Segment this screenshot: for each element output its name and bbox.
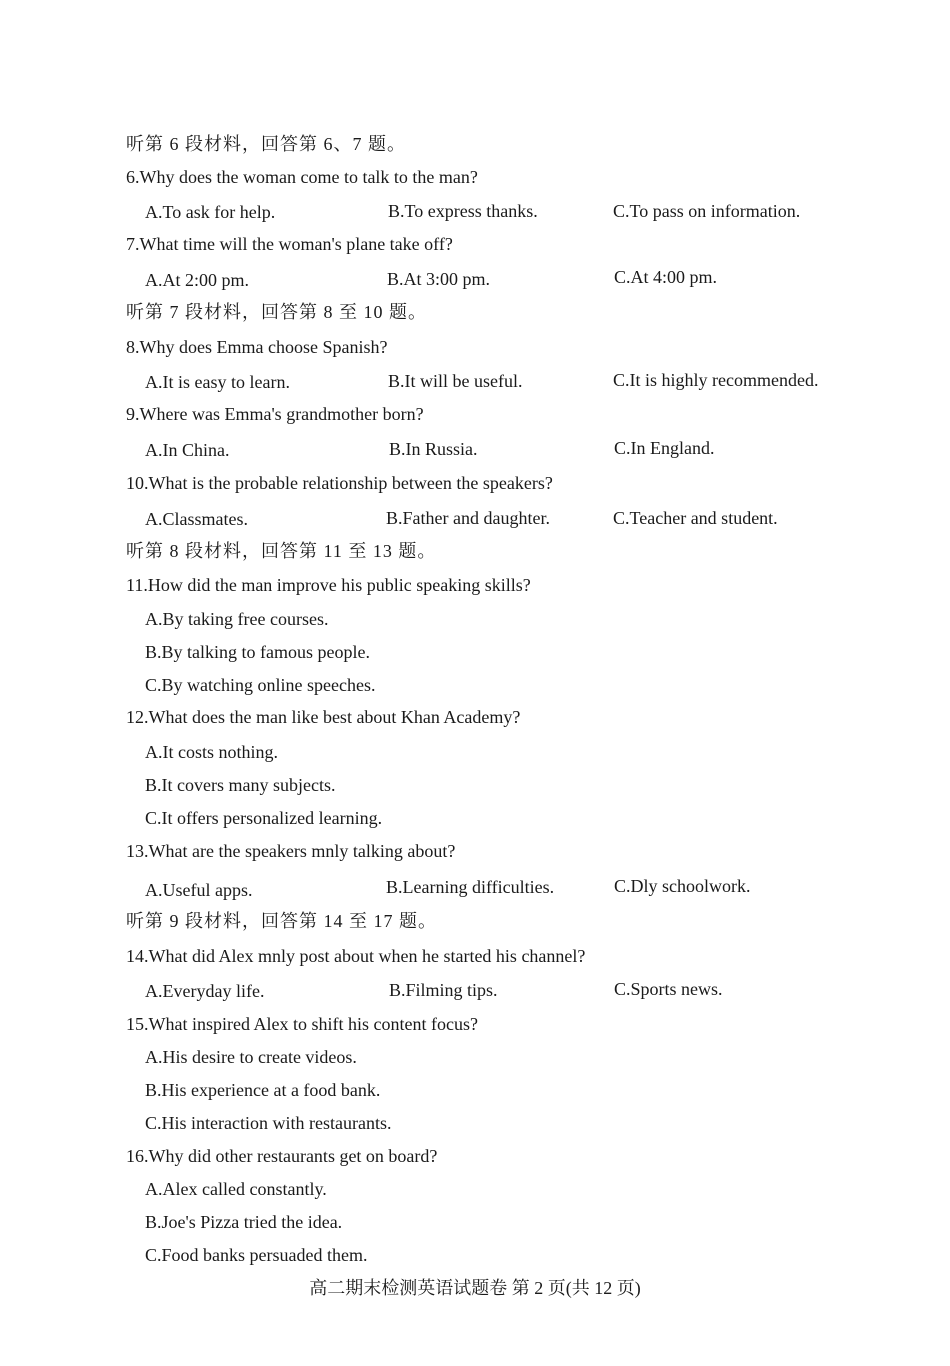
option-a: A.By taking free courses. [145, 609, 329, 629]
question-stem: 7.What time will the woman's plane take off? [126, 234, 453, 254]
option-b: B.In Russia. [389, 439, 478, 459]
option-b: B.Filming tips. [389, 980, 498, 1000]
option-c: C.Dly schoolwork. [614, 876, 751, 896]
option-c: C.By watching online speeches. [145, 675, 376, 695]
option-c: C.Food banks persuaded them. [145, 1245, 368, 1265]
option-a: A.At 2:00 pm. [145, 270, 250, 290]
option-b: B.At 3:00 pm. [387, 269, 491, 289]
option-a: A.To ask for help. [145, 202, 276, 222]
option-a: A.Everyday life. [145, 981, 265, 1001]
option-a: A.Useful apps. [145, 880, 253, 900]
question-stem: 8.Why does Emma choose Spanish? [126, 337, 388, 357]
option-a: A.His desire to create videos. [145, 1047, 357, 1067]
option-a: A.Alex called constantly. [145, 1179, 327, 1199]
section-header: 听第 7 段材料，回答第 8 至 10 题。 [126, 302, 427, 322]
option-b: B.To express thanks. [388, 201, 538, 221]
option-b: B.It will be useful. [388, 371, 523, 391]
question-stem: 13.What are the speakers mnly talking about? [126, 841, 456, 861]
option-b: B.Joe's Pizza tried the idea. [145, 1212, 343, 1232]
question-stem: 6.Why does the woman come to talk to the man? [126, 167, 478, 187]
option-a: A.Classmates. [145, 509, 248, 529]
option-b: B.His experience at a food bank. [145, 1080, 381, 1100]
section-header: 听第 9 段材料，回答第 14 至 17 题。 [126, 911, 437, 931]
question-stem: 15.What inspired Alex to shift his content focus? [126, 1014, 478, 1034]
page-footer: 高二期末检测英语试题卷 第 2 页(共 12 页) [309, 1278, 641, 1298]
section-header: 听第 6 段材料，回答第 6、7 题。 [126, 134, 406, 154]
question-stem: 16.Why did other restaurants get on board? [126, 1146, 438, 1166]
question-stem: 14.What did Alex mnly post about when he started his channel? [126, 946, 586, 966]
question-stem: 11.How did the man improve his public speaking skills? [126, 575, 531, 595]
section-header: 听第 8 段材料，回答第 11 至 13 题。 [126, 541, 437, 561]
option-c: C.To pass on information. [613, 201, 801, 221]
option-c: C.It offers personalized learning. [145, 808, 383, 828]
option-c: C.Teacher and student. [613, 508, 778, 528]
question-stem: 12.What does the man like best about Khan Academy? [126, 707, 521, 727]
option-a: A.In China. [145, 440, 230, 460]
option-b: B.Father and daughter. [386, 508, 550, 528]
option-b: B.Learning difficulties. [386, 877, 555, 897]
option-c: C.In England. [614, 438, 715, 458]
option-b: B.By talking to famous people. [145, 642, 370, 662]
option-c: C.At 4:00 pm. [614, 267, 718, 287]
option-c: C.Sports news. [614, 979, 723, 999]
option-a: A.It costs nothing. [145, 742, 278, 762]
option-a: A.It is easy to learn. [145, 372, 290, 392]
option-b: B.It covers many subjects. [145, 775, 336, 795]
question-stem: 9.Where was Emma's grandmother born? [126, 404, 424, 424]
option-c: C.His interaction with restaurants. [145, 1113, 392, 1133]
question-stem: 10.What is the probable relationship between the speakers? [126, 473, 553, 493]
option-c: C.It is highly recommended. [613, 370, 819, 390]
